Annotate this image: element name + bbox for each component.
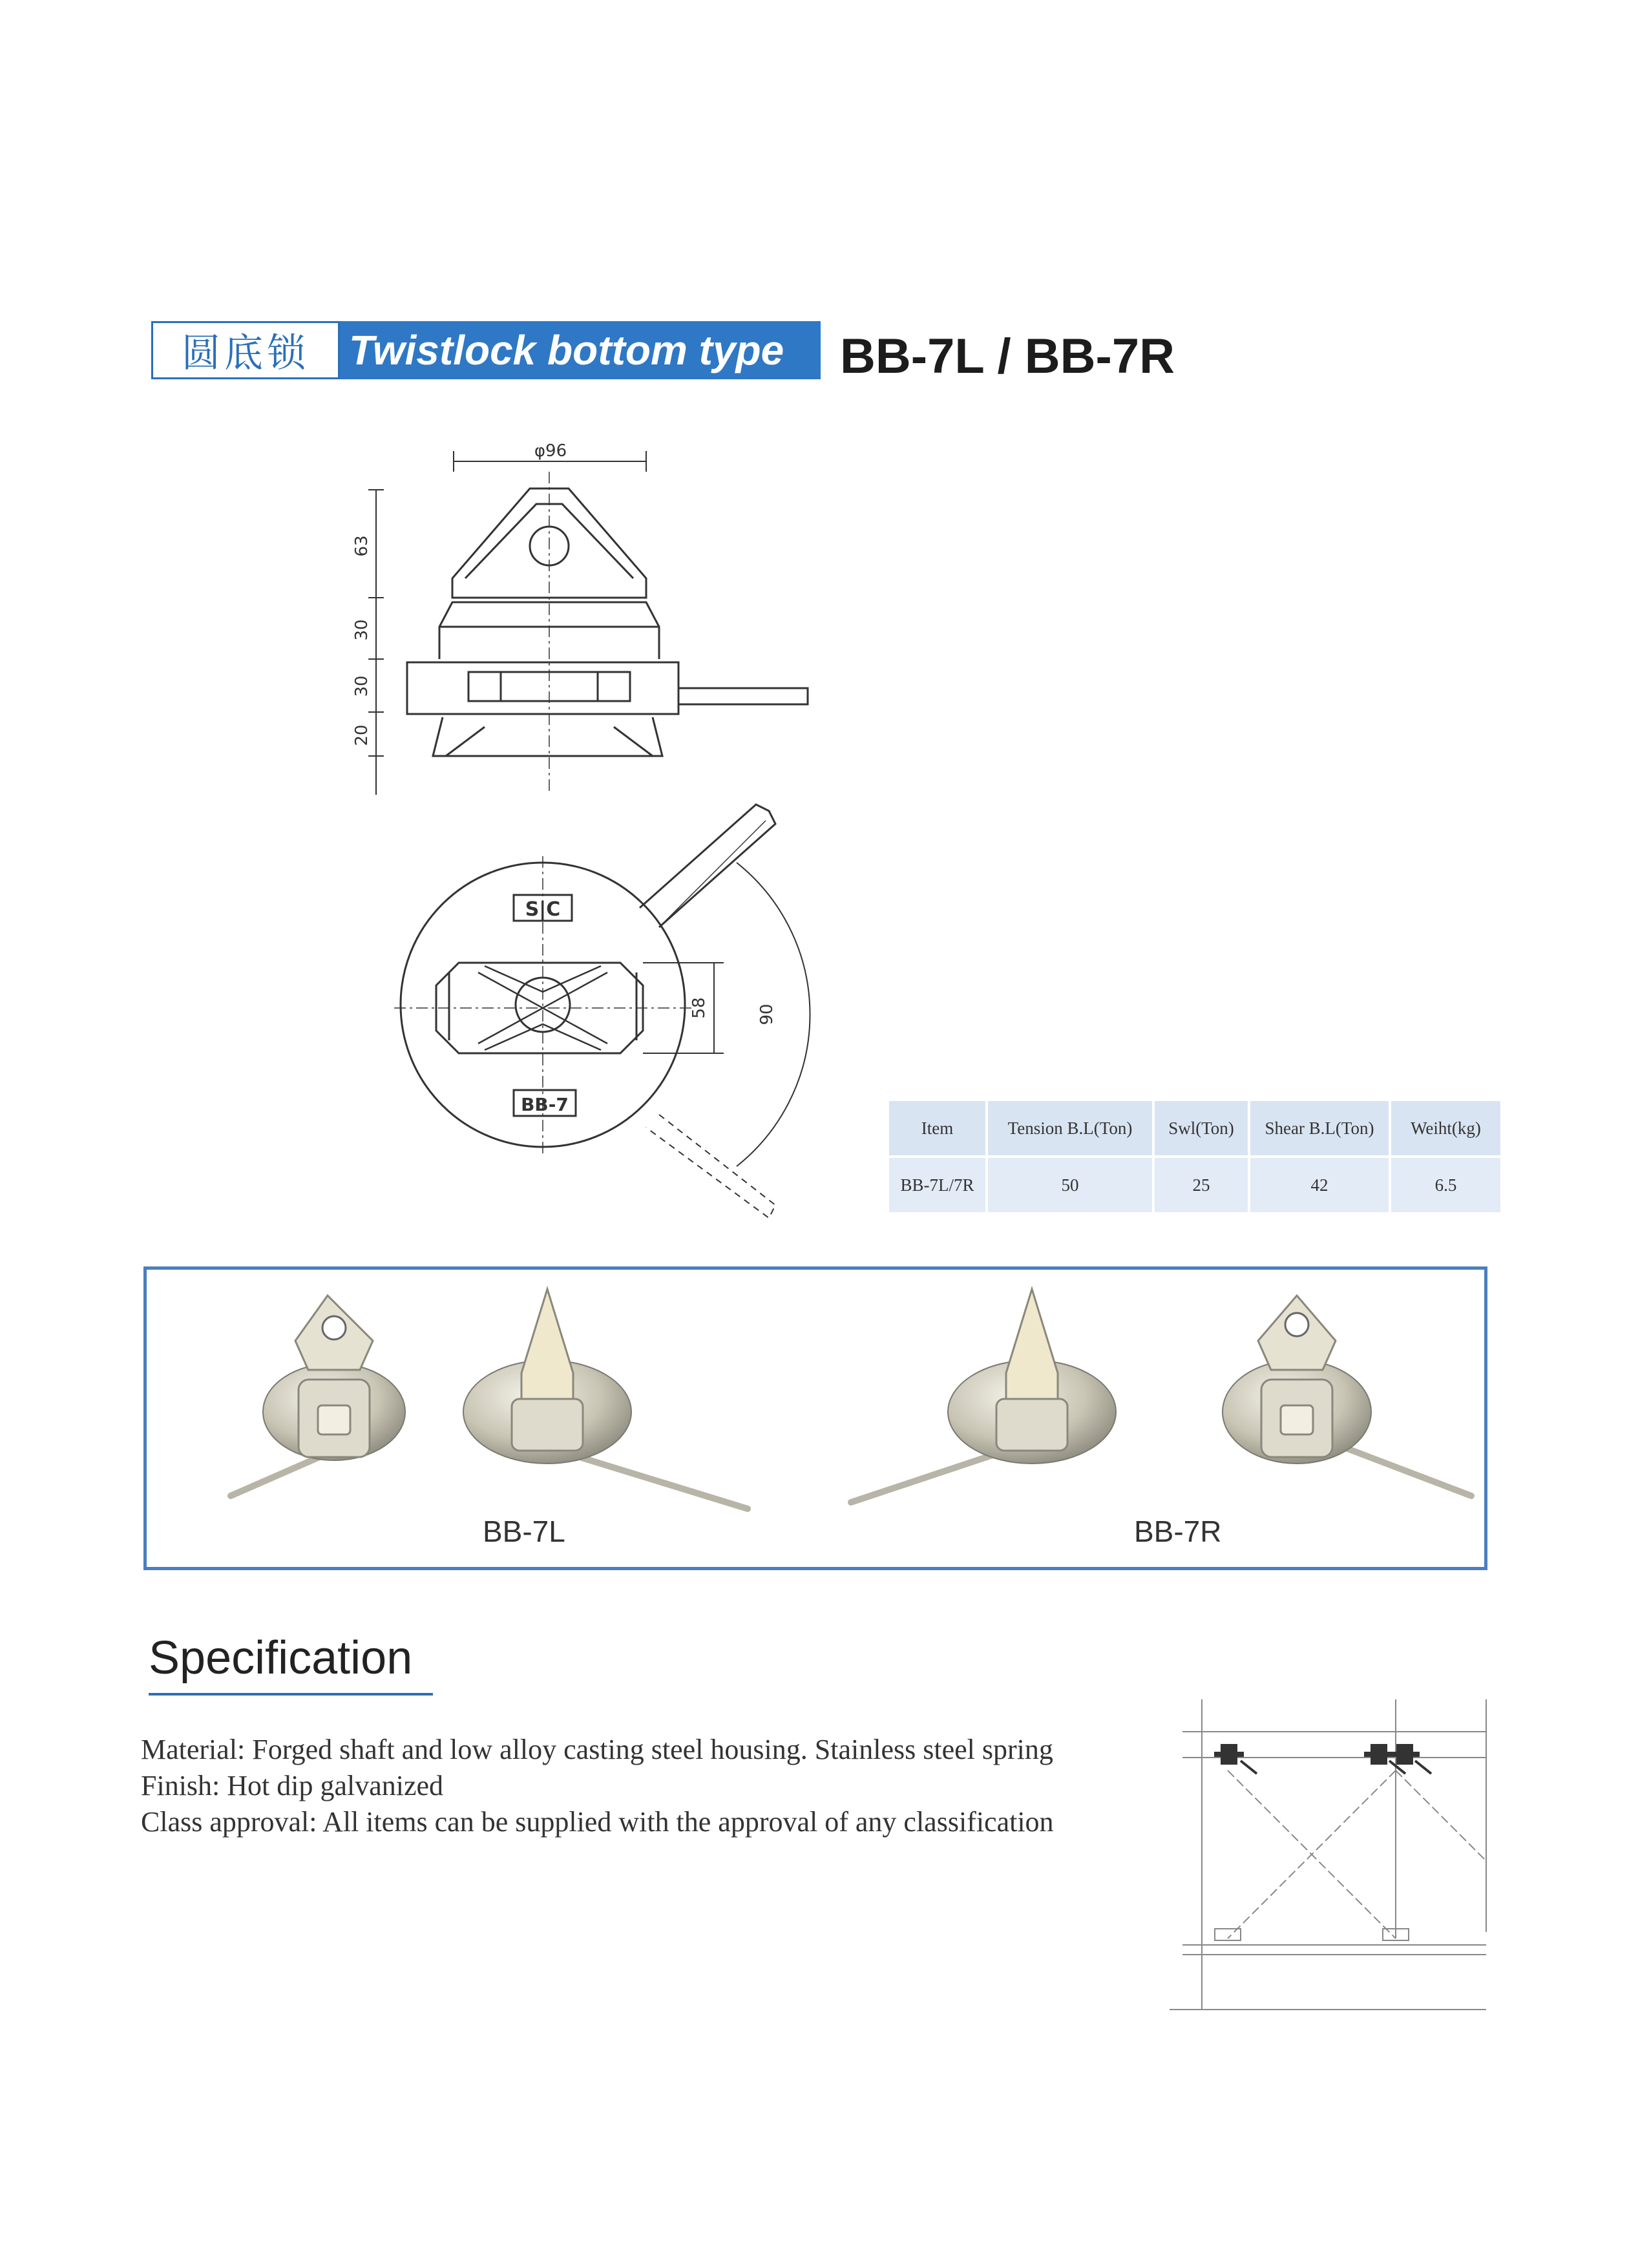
lashing-diagram bbox=[1157, 1699, 1493, 2016]
cell-tension: 50 bbox=[988, 1158, 1152, 1212]
model-title: BB-7L / BB-7R bbox=[840, 329, 1175, 384]
logo-mark: S|C bbox=[525, 898, 561, 921]
english-title: Twistlock bottom type bbox=[340, 321, 821, 379]
photo-bb7r-eye bbox=[1193, 1283, 1478, 1525]
dim-30-upper: 30 bbox=[352, 619, 372, 641]
photo-bb7r-cone bbox=[845, 1283, 1129, 1525]
cell-swl: 25 bbox=[1155, 1158, 1248, 1212]
cell-shear: 42 bbox=[1250, 1158, 1389, 1212]
model-tag: BB-7 bbox=[521, 1094, 569, 1115]
dim-63: 63 bbox=[352, 535, 372, 557]
spec-material: Material: Forged shaft and low alloy casting steel housing. Stainless steel spring bbox=[141, 1734, 1053, 1765]
chinese-title: 圆底锁 bbox=[151, 321, 340, 379]
dim-20: 20 bbox=[352, 724, 372, 746]
header-weight: Weiht(kg) bbox=[1391, 1101, 1500, 1155]
specification-heading: Specification bbox=[149, 1632, 413, 1684]
header-item: Item bbox=[889, 1101, 985, 1155]
header-tension: Tension B.L(Ton) bbox=[988, 1101, 1152, 1155]
spec-table bbox=[887, 1098, 1503, 1215]
spec-finish: Finish: Hot dip galvanized bbox=[141, 1770, 444, 1801]
table-row bbox=[889, 1158, 1500, 1212]
header-swl: Swl(Ton) bbox=[1155, 1101, 1248, 1155]
dim-30-lower: 30 bbox=[352, 675, 372, 697]
dim-58: 58 bbox=[689, 997, 709, 1019]
cell-item: BB-7L/7R bbox=[889, 1158, 985, 1212]
cell-weight: 6.5 bbox=[1391, 1158, 1500, 1212]
side-view-drawing bbox=[336, 433, 827, 808]
spec-class-approval: Class approval: All items can be supplied with the approval of any classification bbox=[141, 1806, 1054, 1838]
section-header bbox=[151, 321, 821, 382]
photo-bb7l-eye bbox=[224, 1283, 431, 1525]
photo-bb7l-cone bbox=[450, 1283, 754, 1525]
diameter-label: φ96 bbox=[534, 441, 567, 461]
caption-bb7l: BB-7L bbox=[483, 1515, 565, 1548]
dim-90: 90 bbox=[757, 1003, 777, 1025]
top-view-drawing bbox=[388, 792, 840, 1231]
heading-underline bbox=[149, 1693, 433, 1696]
header-shear: Shear B.L(Ton) bbox=[1250, 1101, 1389, 1155]
product-photo-panel bbox=[143, 1266, 1487, 1570]
table-header-row bbox=[889, 1101, 1500, 1155]
caption-bb7r: BB-7R bbox=[1134, 1515, 1222, 1548]
specification-text bbox=[141, 1732, 1054, 1840]
